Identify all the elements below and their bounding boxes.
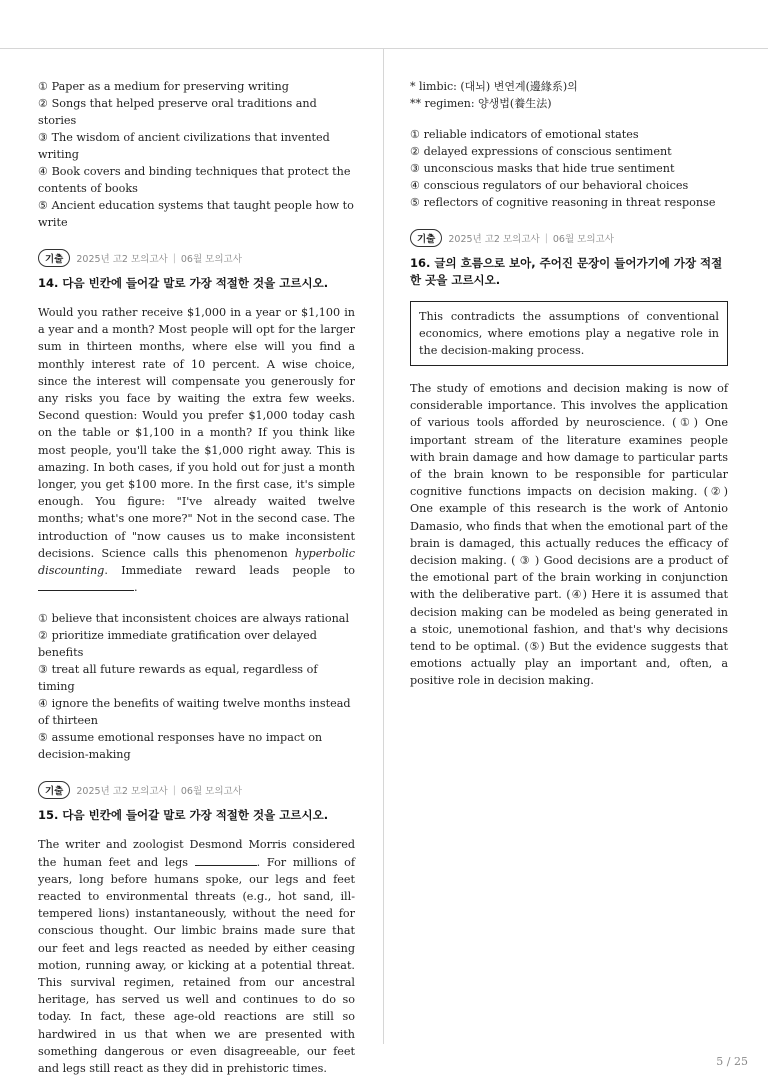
choice-5: ⑤ Ancient education systems that taught people how to write [38,199,354,229]
exam-badge: 기출 [38,781,70,799]
choice-4: ④ conscious regulators of our behavioral choices [410,179,689,192]
passage-text: . Immediate reward leads people to [104,564,355,578]
choice-2: ② Songs that helped preserve oral traditions and stories [38,97,317,127]
left-column [38,78,355,1091]
q14-meta [38,249,355,267]
page-number: 5 / 25 [716,1055,748,1068]
choice-3: ③ unconscious masks that hide true sentiment [410,162,675,175]
question-14-title: 14. 다음 빈칸에 들어갈 말로 가장 적절한 것을 고르시오. [38,276,329,290]
question-15-passage [38,836,355,1077]
q14-choices [38,610,355,763]
footnote-limbic: * limbic: (대뇌) 변연계(邊緣系)의 [410,80,578,93]
choice-5: ⑤ assume emotional responses have no impact on decision-making [38,731,323,762]
exam-month: 06월 모의고사 [180,254,242,265]
exam-month: 06월 모의고사 [552,234,614,245]
meta-separator: | [544,232,548,244]
footnote-regimen: ** regimen: 양생법(養生法) [410,97,552,110]
choice-2: ② prioritize immediate gratification over delayed benefits [38,629,317,660]
choice-1: ① reliable indicators of emotional states [410,128,639,141]
choice-4: ④ ignore the benefits of waiting twelve months instead of thirteen [38,697,351,728]
answer-blank [38,579,134,591]
exam-year: 2025년 고2 모의고사 [448,234,540,245]
passage-text: Would you rather receive $1,000 in a year or $1,100 in a year and a month? Most people will opt for the larger sum in thirteen months, where else will you find a monthly interest rate of 10 percent. A wise choice, since the interest will compensate you generously for any risks you face by waiting the extra few weeks. Second question: Would you prefer $1,000 today cash on the table or $1,100 in a month? If you think like most people, you'll take the $1,000 right away. This is amazing. In both cases, if you hold out for just a month longer, you get $100 more. In the first case, it's simple enough. You figure: "I've already waited twelve months; what's one more?" Not in the second case. The introduction of "now causes us to make inconsistent decisions. Science calls this phenomenon [38,306,355,560]
choice-4: ④ Book covers and binding techniques that protect the contents of books [38,165,351,195]
meta-separator: | [172,784,176,796]
exam-month: 06월 모의고사 [180,786,242,798]
question-16-title: 16. 글의 흐름으로 보아, 주어진 문장이 들어가기에 가장 적절한 곳을 고르시오. [410,256,723,287]
column-divider [383,48,384,1044]
passage-end: . [134,581,138,595]
header-rule [0,48,768,49]
choice-2: ② delayed expressions of conscious sentiment [410,145,672,158]
question-16-passage: The study of emotions and decision making is now of considerable importance. This involves the application of various tools afforded by neuroscience. (①) One important stream of the literature examines people with brain damage and how damage to particular parts of the brain known to be responsible for particular cognitive functions impacts on decision making. (②) One example of this research is the work of Antonio Damasio, who finds that when the emotional part of the brain is damaged, this actually reduces the efficacy of decision making. ( ③ ) Good decisions are a product of the emotional part of the brain working in conjunction with the deliberative part. (④) Here it is assumed that decision making can be modeled as being generated in a stoic, unemotional fashion, and that's why decisions tend to be optimal. (⑤) But the evidence suggests that emotions actually play an important and, often, a positive role in decision making. [410,382,728,688]
given-sentence-box: This contradicts the assumptions of conventional economics, where emotions play a negative role in the decision-making process. [410,301,728,366]
passage-text: . For millions of years, long before humans spoke, our legs and feet reacted to environmental threats (e.g., hot sand, ill-tempered lions) instantaneously, without the need for conscious thought. Our limbic brains made sure that our feet and legs reacted as needed by either ceasing motion, running away, or kicking at a potential threat. This survival regimen, retained from our ancestral heritage, has served us well and continues to do so today. In fact, these age-old reactions are still so hardwired in us that when we are presented with something dangerous or even disagreeable, our feet and legs still react as they did in prehistoric times. [38,855,356,1076]
passage-text: The writer and zoologist Desmond Morris considered the human feet and legs [38,838,355,869]
exam-badge: 기출 [410,229,442,247]
exam-badge: 기출 [38,249,70,267]
question-15-title: 15. 다음 빈칸에 들어갈 말로 가장 적절한 것을 고르시오. [38,808,329,823]
choice-5: ⑤ reflectors of cognitive reasoning in threat response [410,196,716,209]
choice-1: ① Paper as a medium for preserving writing [38,80,289,93]
right-column [410,78,728,704]
question-14-passage [38,304,355,596]
exam-year: 2025년 고2 모의고사 [76,786,168,798]
meta-separator: | [172,252,176,264]
choice-3: ③ treat all future rewards as equal, regardless of timing [38,663,318,694]
choice-1: ① believe that inconsistent choices are always rational [38,612,350,626]
footnotes [410,78,728,112]
q16-meta [410,229,728,247]
answer-blank [195,854,257,866]
q15-choices [410,126,728,211]
q13-choices [38,78,355,231]
choice-3: ③ The wisdom of ancient civilizations that invented writing [38,131,330,161]
passage-emphasis: hyperbolic discounting [38,546,355,578]
q15-meta [38,781,355,799]
exam-year: 2025년 고2 모의고사 [76,254,168,265]
